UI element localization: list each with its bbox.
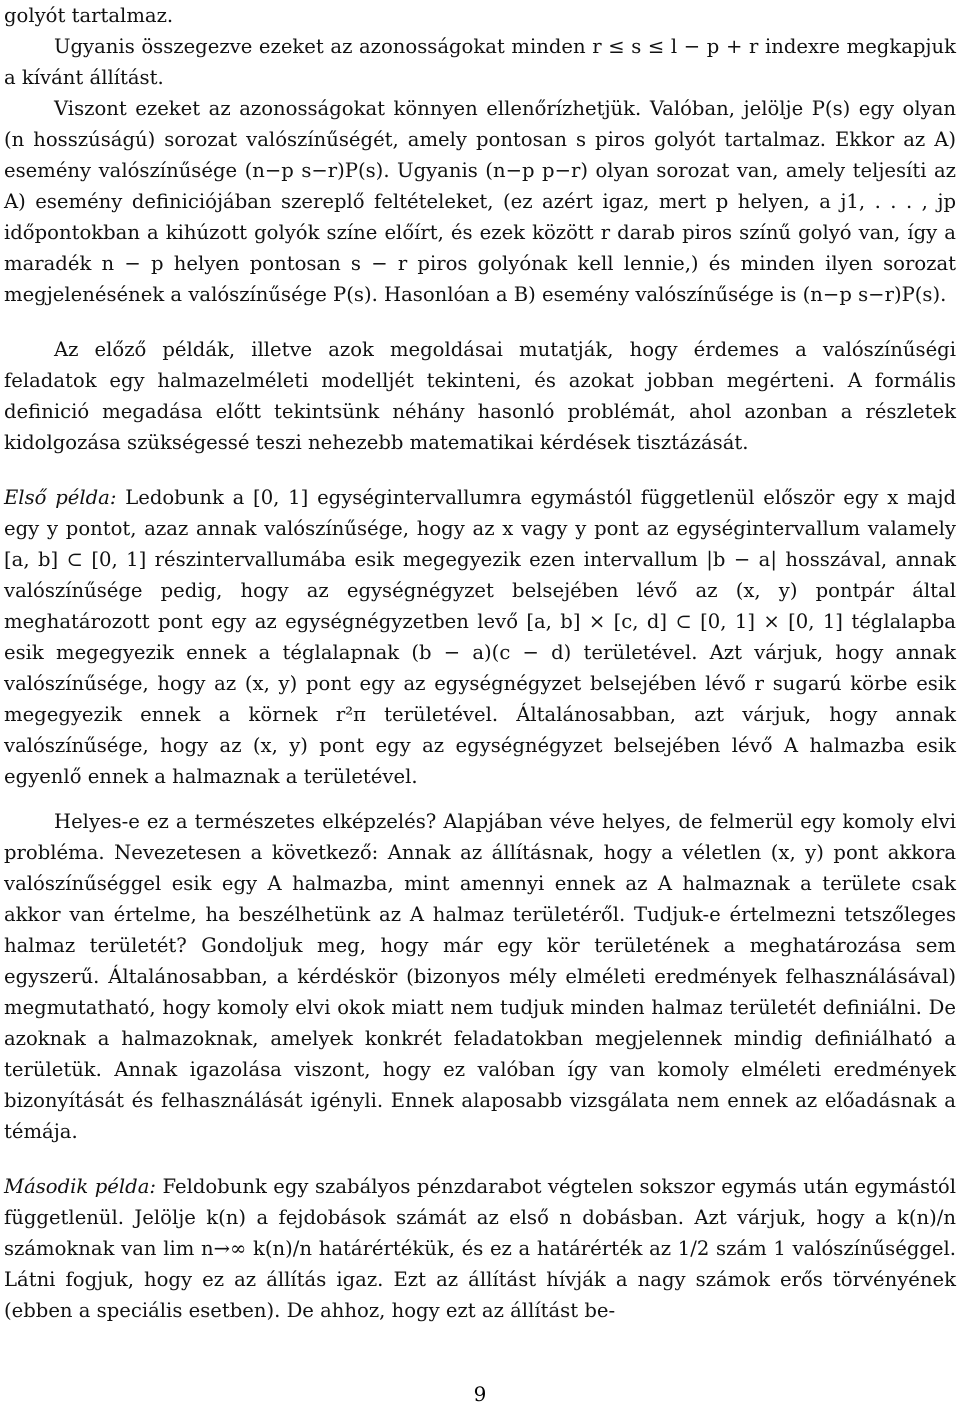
first-example-body: Ledobunk a [0, 1] egységintervallumra egymástól függetlenül először egy x majd egy y pontot, azaz annak valószínűsége, hogy az x vagy y pont az egységintervallum valamely [a, b] ⊂ [0, 1] részintervallumába esik megegyezik ezen intervallum |b − a| hosszával, annak valószínűsége pedig, hogy az egységnégyzet belsejében lévő az (x, y) pontpár által meghatározott pont egy az egységnégyzetben levő [a, b] × [c, d] ⊂ [0, 1] × [0, 1] téglalapba esik megegyezik ennek a téglalapnak (b − a)(c − d) területével. Azt várjuk, hogy annak valószínűsége, hogy az (x, y) pont egy az egységnégyzet belsejében lévő r sugarú körbe esik megegyezik ennek a körnek r²π területével. Általánosabban, azt várjuk, hogy annak valószínűsége, hogy az (x, y) pont egy az egységnégyzet belsejében lévő A halmazba esik egyenlő ennek a halmaznak a területével. (4, 486, 956, 788)
paragraph-summation: Ugyanis összegezve ezeket az azonosságokat minden r ≤ s ≤ l − p + r indexre megkapjuk a kívánt állítást. (4, 35, 956, 89)
first-example-heading: Első példa: (4, 486, 117, 509)
paragraph-discussion: Helyes-e ez a természetes elképzelés? Alapjában véve helyes, de felmerül egy komoly elvi probléma. Nevezetesen a következő: Annak az állításnak, hogy a véletlen (x, y) pont akkora valószínűséggel esik egy A halmazba, mint amennyi ennek az A halmaznak a területe csak akkor van értelme, ha beszélhetünk az A halmaz területéről. Tudjuk-e értelmezni tetszőleges halmaz területét? Gondoljuk meg, hogy már egy kör területének a meghatározása sem egyszerű. Általánosabban, a kérdéskör (bizonyos mély elméleti eredmények felhasználásával) megmutatható, hogy komoly elvi okok miatt nem tudjuk minden halmaz területét definiálni. De azoknak a halmazoknak, amelyek konkrét feladatokban megjelennek mindig definiálható a területük. Annak igazolása viszont, hogy ez valóban így van komoly elméleti eredmények bizonyítását és felhasználását igényli. Ennek alaposabb vizsgálata nem ennek az előadásnak a témája. (4, 810, 956, 1143)
paragraph-verification: Viszont ezeket az azonosságokat könnyen ellenőrízhetjük. Valóban, jelölje P(s) egy olyan (n hosszúságú) sorozat valószínűségét, amely pontosan s piros golyót tartalmaz. Ekkor az A) esemény valószínűsége (n−p s−r)P(s). Ugyanis (n−p p−r) olyan sorozat van, amely teljesíti az A) esemény definiciójában szereplő feltételeket, (ez azért igaz, mert p helyen, a j1, . . . , jp időpontokban a kihúzott golyók színe előírt, és ezek között r darab piros színű golyó van, így a maradék n − p helyen pontosan s − r piros golyónak kell lennie,) és minden ilyen sorozat megjelenésének a valószínűsége P(s). Hasonlóan a B) esemény valószínűsége is (n−p s−r)P(s). (4, 97, 956, 306)
paragraph-second-example (4, 1171, 956, 1326)
page-number: 9 (473, 1382, 487, 1406)
second-example-body: Feldobunk egy szabályos pénzdarabot végtelen sokszor egymás után egymástól függetlenül. Jelölje k(n) a fejdobások számát az első n dobásban. Azt várjuk, hogy a k(n)/n számoknak van lim n→∞ k(n)/n határértékük, és ez a határérték az 1/2 szám 1 valószínűséggel. Látni fogjuk, hogy ez az állítás igaz. Ezt az állítást hívják a nagy számok erős törvényének (ebben a speciális esetben). De ahhoz, hogy ezt az állítást be- (4, 1175, 956, 1322)
paragraph-continuation: golyót tartalmaz. (4, 4, 174, 27)
document-page (4, 0, 956, 1326)
paragraph-first-example (4, 482, 956, 792)
second-example-heading: Második példa: (4, 1175, 156, 1198)
paragraph-motivation: Az előző példák, illetve azok megoldásai mutatják, hogy érdemes a valószínűségi feladatok egy halmazelméleti modelljét tekinteni, és azokat jobban megérteni. A formális definició megadása előtt tekintsünk néhány hasonló problémát, ahol azonban a részletek kidolgozása szükségessé teszi nehezebb matematikai kérdések tisztázását. (4, 338, 956, 454)
